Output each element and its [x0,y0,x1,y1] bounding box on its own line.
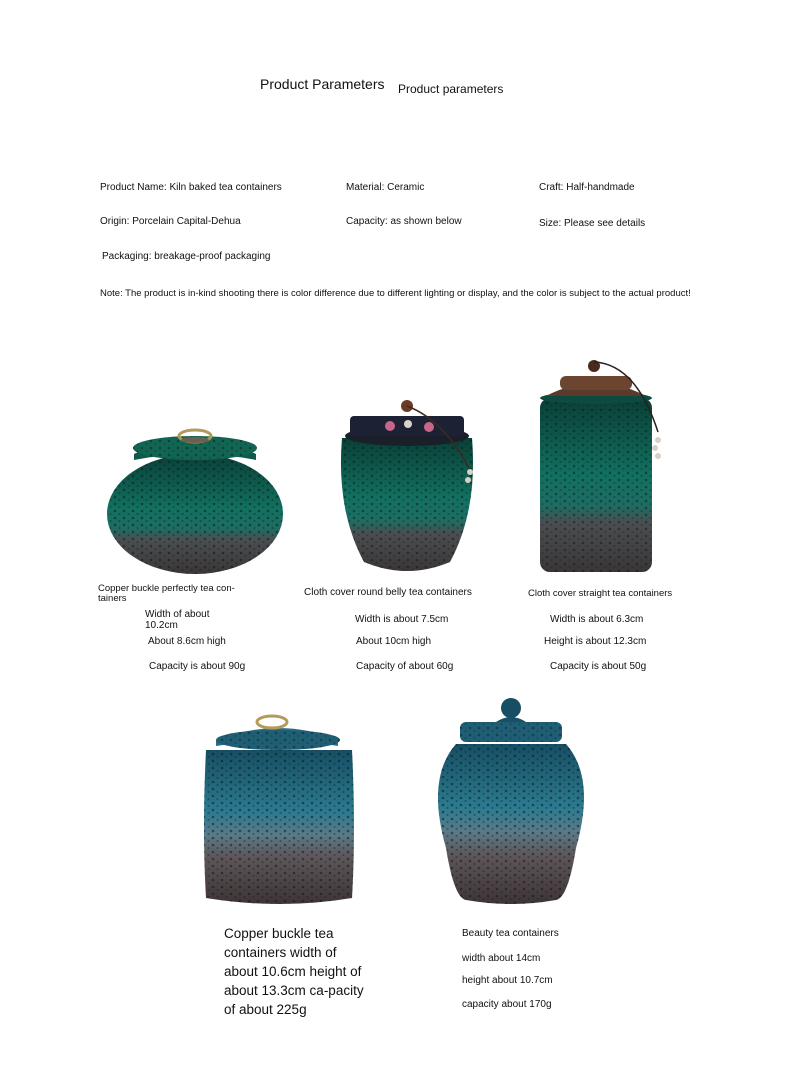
cloth-cover-straight-jar-image [536,352,666,576]
param-craft: Craft: Half-handmade [539,182,635,193]
product-5-width: width about 14cm [462,953,541,964]
product-2-width: Width is about 7.5cm [355,614,449,625]
product-2-name: Cloth cover round belly tea containers [304,587,472,598]
product-3-width: Width is about 6.3cm [550,614,644,625]
param-packaging: Packaging: breakage-proof packaging [102,251,271,262]
product-5-name: Beauty tea containers [462,928,559,939]
product-1-height: About 8.6cm high [148,636,226,647]
product-2-capacity: Capacity of about 60g [356,661,454,672]
product-1-capacity: Capacity is about 90g [149,661,246,672]
param-origin: Origin: Porcelain Capital-Dehua [100,216,241,227]
copper-buckle-tall-jar-image [202,710,358,906]
product-3-height: Height is about 12.3cm [544,636,647,647]
param-size: Size: Please see details [539,218,646,229]
param-product-name: Product Name: Kiln baked tea containers [100,182,282,193]
product-4-description: Copper buckle tea containers width of about 10.6cm height of about 13.3cm ca-pacity of about 225g [224,926,364,1017]
cloth-cover-round-belly-jar-image [334,390,480,576]
product-5-capacity: capacity about 170g [462,999,552,1010]
product-5-height: height about 10.7cm [462,975,553,986]
product-1-name: Copper buckle perfectly tea con-tainers [98,583,235,604]
product-3-capacity: Capacity is about 50g [550,661,647,672]
param-capacity: Capacity: as shown below [346,216,462,227]
product-2-height: About 10cm high [356,636,432,647]
disclaimer-note: Note: The product is in-kind shooting there is color difference due to different lighting or display, and the color is subject to the actual product! [100,288,691,299]
param-material: Material: Ceramic [346,182,425,193]
page-title: Product Parameters [260,76,385,92]
beauty-jar-image [432,698,590,908]
copper-buckle-round-jar-image [104,418,286,578]
page-subtitle: Product parameters [398,82,504,96]
product-3-name: Cloth cover straight tea containers [528,588,673,599]
product-1-width: Width of about 10.2cm [145,609,210,631]
